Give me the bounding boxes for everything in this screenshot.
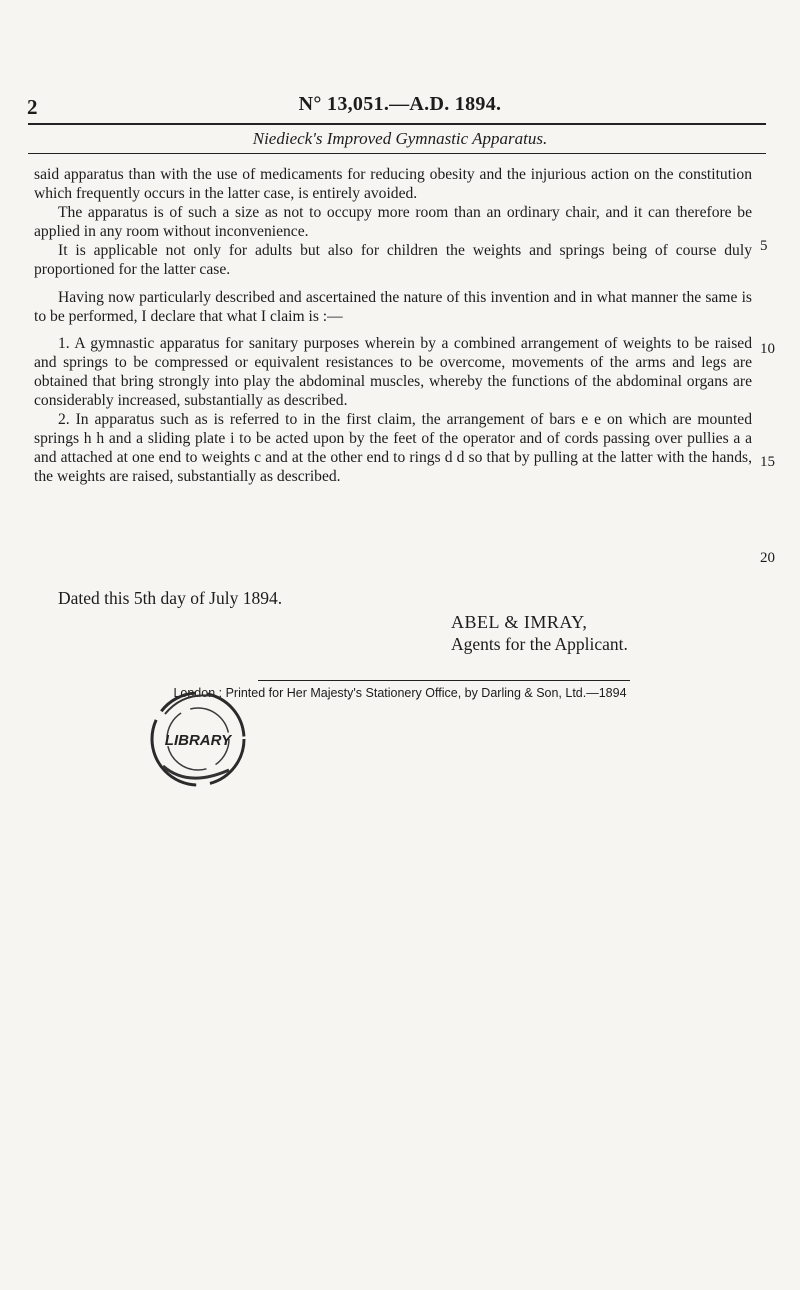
library-stamp-graphic	[143, 684, 253, 794]
line-number: 10	[760, 341, 775, 357]
agents-role: Agents for the Applicant.	[451, 634, 628, 654]
body-paragraph: said apparatus than with the use of medicaments for reducing obesity and the injurious action on the constitution which frequently occurs in the latter case, is entirely avoided.	[34, 166, 752, 203]
header-rule-top	[28, 123, 766, 125]
date-line: Dated this 5th day of July 1894.	[58, 588, 283, 608]
body-paragraph: Having now particularly described and ascertained the nature of this invention and in what manner the same is to be performed, I declare that what I claim is :—	[34, 288, 752, 325]
line-number: 20	[760, 550, 775, 566]
stamp-text: LIBRARY	[164, 732, 232, 749]
page-number: 2	[27, 95, 38, 119]
body-paragraph: It is applicable not only for adults but also for children the weights and springs being of course duly proportioned for the latter case.	[34, 242, 752, 279]
patent-number-header: N° 13,051.—A.D. 1894.	[298, 93, 502, 115]
printer-imprint: London : Printed for Her Majesty's Stationery Office, by Darling & Son, Ltd.—1894	[173, 686, 627, 700]
library-stamp	[143, 684, 253, 794]
footer-rule	[258, 680, 630, 681]
claim-2: 2. In apparatus such as is referred to in the first claim, the arrangement of bars e e on which are mounted springs h h and a sliding plate i to be acted upon by the feet of the operator and of cords passing over pullies a a and attached at one end to weights c and at the other end to rings d d so that by pulling at the latter with the hands, the weights are raised, substantially as described.	[34, 411, 752, 486]
agents-name: ABEL & IMRAY,	[451, 612, 588, 632]
body-paragraph: The apparatus is of such a size as not to occupy more room than an ordinary chair, and it can therefore be applied in any room without inconvenience.	[34, 204, 752, 241]
header-rule-bottom	[28, 153, 766, 154]
claim-1: 1. A gymnastic apparatus for sanitary purposes wherein by a combined arrangement of weights to be raised and springs to be compressed or equivalent resistances to be overcome, movements of the arms and legs are obtained that bring strongly into play the abdominal muscles, whereby the functions of the abdominal organs are considerably increased, substantially as described.	[34, 334, 752, 410]
line-number: 15	[760, 454, 775, 470]
running-title: Niedieck's Improved Gymnastic Apparatus.	[252, 129, 548, 148]
patent-body-text	[34, 165, 752, 487]
line-number: 5	[760, 238, 768, 254]
